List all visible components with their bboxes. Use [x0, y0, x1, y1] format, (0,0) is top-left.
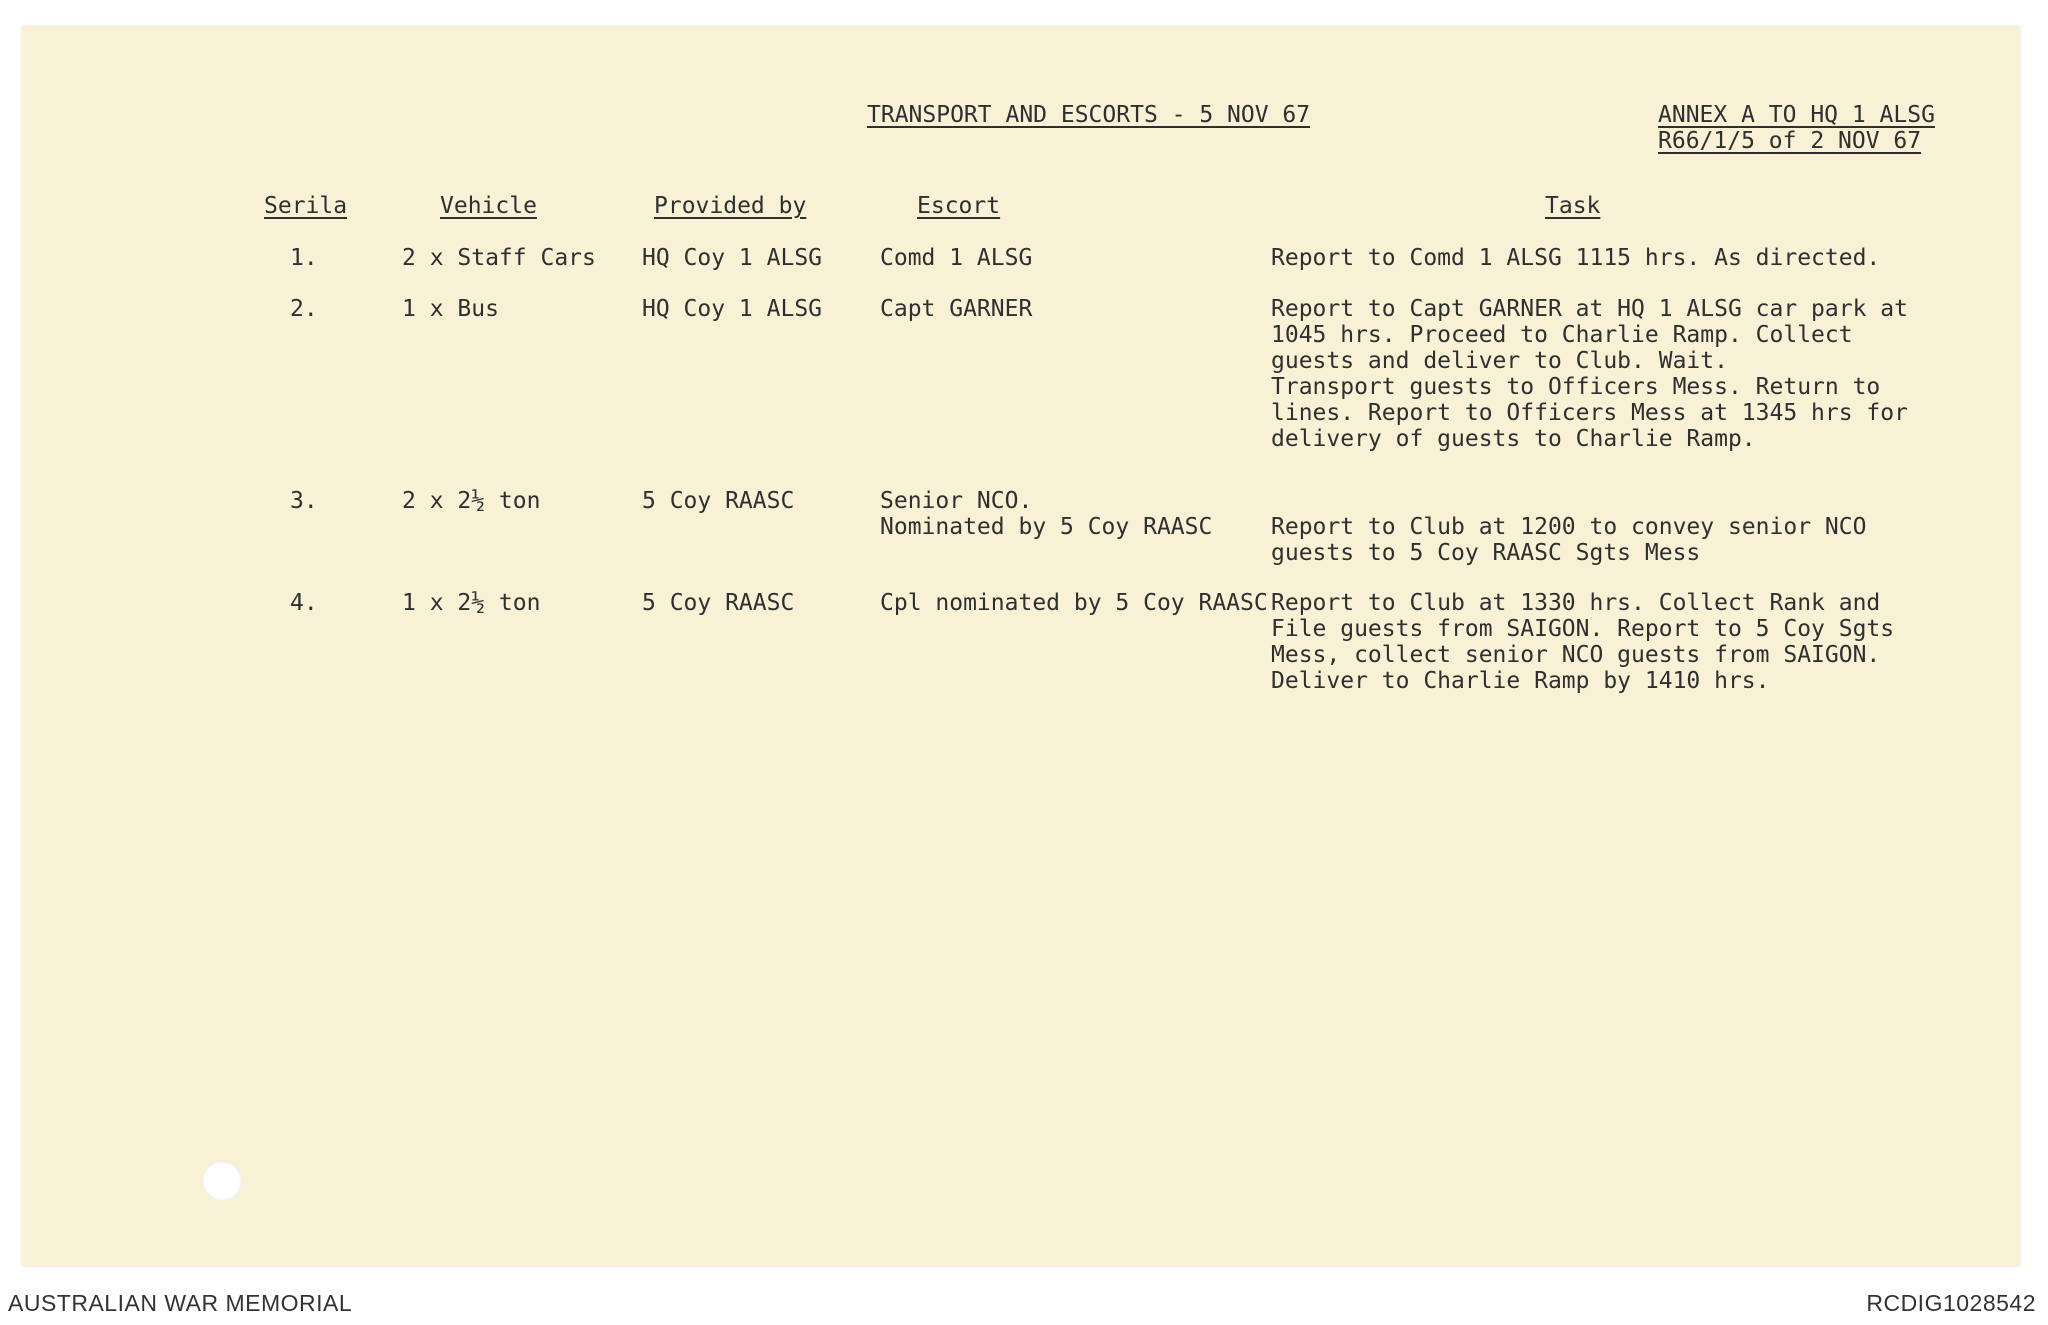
row-3-provided-by: 5 Coy RAASC	[642, 488, 795, 514]
row-1-escort: Comd 1 ALSG	[880, 245, 1033, 271]
row-3-serial: 3.	[290, 488, 318, 514]
row-1-task: Report to Comd 1 ALSG 1115 hrs. As directed.	[1271, 245, 1881, 271]
header-vehicle: Vehicle	[440, 193, 537, 219]
annex-reference-line2: R66/1/5 of 2 NOV 67	[1658, 128, 1922, 154]
document-title: TRANSPORT AND ESCORTS - 5 NOV 67	[867, 102, 1311, 128]
row-2-serial: 2.	[290, 296, 318, 322]
annex-reference-line1: ANNEX A TO HQ 1 ALSG	[1658, 102, 1935, 128]
row-4-escort: Cpl nominated by 5 Coy RAASC	[880, 590, 1268, 616]
row-2-provided-by: HQ Coy 1 ALSG	[642, 296, 823, 322]
row-3-task: Report to Club at 1200 to convey senior NCO guests to 5 Coy RAASC Sgts Mess	[1271, 514, 1867, 566]
footer-record-id: RCDIG1028542	[1866, 1290, 2036, 1316]
header-task: Task	[1545, 193, 1601, 219]
row-1-serial: 1.	[290, 245, 318, 271]
row-4-provided-by: 5 Coy RAASC	[642, 590, 795, 616]
row-2-escort: Capt GARNER	[880, 296, 1033, 322]
footer-archive-name: AUSTRALIAN WAR MEMORIAL	[8, 1290, 353, 1316]
punch-hole	[202, 1161, 242, 1201]
row-1-provided-by: HQ Coy 1 ALSG	[642, 245, 823, 271]
row-2-task: Report to Capt GARNER at HQ 1 ALSG car park at 1045 hrs. Proceed to Charlie Ramp. Collect guests and deliver to Club. Wait. Transport guests to Officers Mess. Return to lines. Report to Officers Mess at 1345 hrs for delivery of guests to Charlie Ramp.	[1271, 296, 1908, 452]
row-1-vehicle: 2 x Staff Cars	[402, 245, 596, 271]
row-4-serial: 4.	[290, 590, 318, 616]
row-4-task: Report to Club at 1330 hrs. Collect Rank and File guests from SAIGON. Report to 5 Coy Sgts Mess, collect senior NCO guests from SAIGON. Deliver to Charlie Ramp by 1410 hrs.	[1271, 590, 1895, 694]
header-escort: Escort	[917, 193, 1001, 219]
header-serial: Serila	[264, 193, 348, 219]
header-provided-by: Provided by	[654, 193, 807, 219]
row-3-escort: Senior NCO. Nominated by 5 Coy RAASC	[880, 488, 1213, 540]
row-4-vehicle: 1 x 2½ ton	[402, 590, 541, 616]
row-3-vehicle: 2 x 2½ ton	[402, 488, 541, 514]
row-2-vehicle: 1 x Bus	[402, 296, 499, 322]
